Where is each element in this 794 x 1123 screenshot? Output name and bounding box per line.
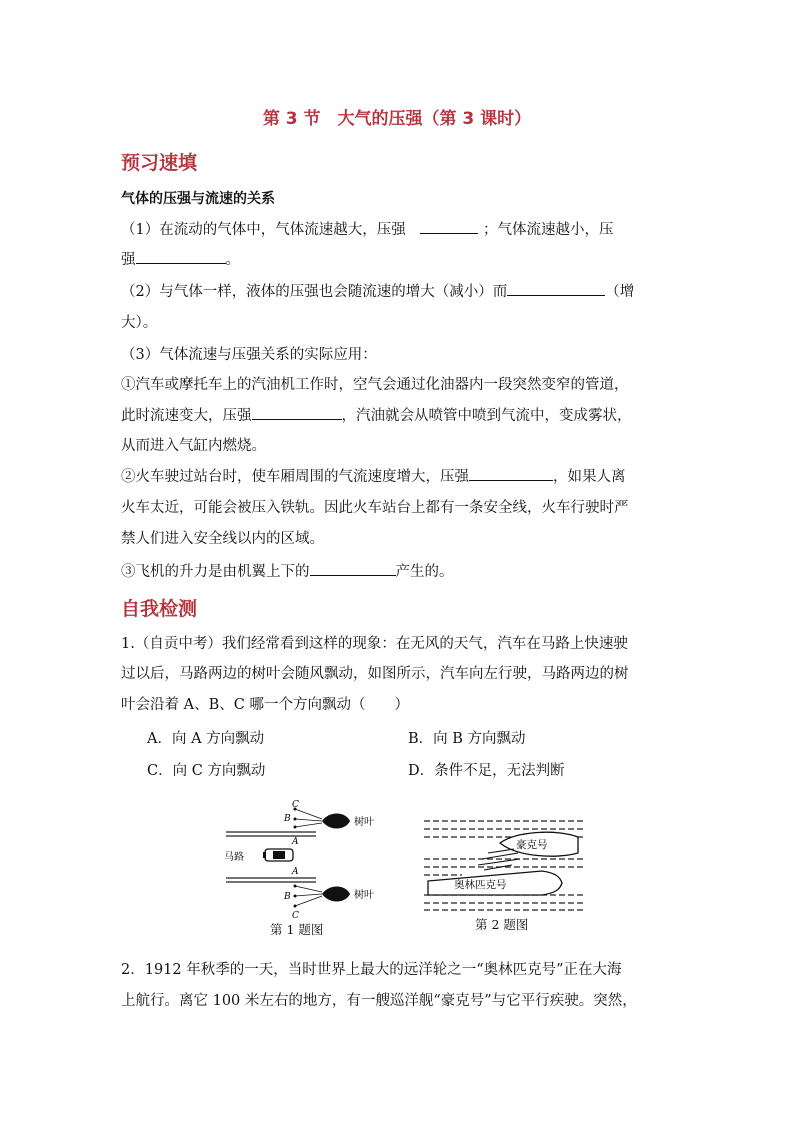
point-a-top: A: [292, 837, 299, 847]
text-p4b: 此时流速变大，压强: [121, 408, 252, 424]
point-c-top: C: [292, 800, 299, 810]
figure-1-caption: 第 1 题图: [270, 922, 324, 937]
question-1-line-3: 叶会沿着 A、B、C 哪一个方向飘动（ ）: [121, 697, 409, 713]
answer-blank-4[interactable]: [252, 405, 342, 420]
section-heading-preview: 预习速填: [121, 152, 198, 174]
answer-blank-6[interactable]: [310, 561, 396, 576]
paragraph-4-line-3: 从而进入气缸内燃烧。: [121, 438, 266, 454]
text-p6a: ③飞机的升力是由机翼上下的: [121, 564, 310, 580]
text-p1d: 。: [225, 252, 240, 268]
leaf-label-top: 树叶: [354, 817, 374, 828]
text-p2b: （增: [605, 284, 635, 300]
question-2-line-1: 2．1912 年秋季的一天，当时世界上最大的远洋轮之一“奥林匹克号”正在大海: [121, 962, 622, 978]
question-2-line-2: 上航行。离它 100 米左右的地方，有一艘巡洋舰“豪克号”与它平行疾驶。突然，: [121, 993, 637, 1009]
car-icon: [263, 849, 293, 861]
answer-blank-5[interactable]: [469, 466, 553, 481]
paragraph-5-line-1: [121, 465, 626, 486]
text-p5b: ，如果人离: [553, 469, 626, 485]
page-title: 第 3 节 大气的压强（第 3 课时）: [262, 109, 532, 129]
ship-small-label: 豪克号: [516, 839, 548, 851]
text-p5a: ②火车驶过站台时，使车厢周围的气流速度增大，压强: [121, 469, 469, 485]
ship-big-label: 奥林匹克号: [454, 879, 507, 891]
figure-2-ships-diagram: [422, 815, 586, 913]
paragraph-1-line-2: [121, 248, 240, 269]
text-p1c: 强: [121, 252, 136, 268]
leaf-label-bottom: 树叶: [354, 890, 374, 901]
text-p2a: （2）与气体一样，液体的压强也会随流速的增大（减小）而: [121, 284, 508, 300]
paragraph-6: [121, 560, 454, 581]
paragraph-5-line-2: 火车太近，可能会被压入铁轨。因此火车站台上都有一条安全线，火车行驶时严: [121, 500, 629, 516]
figure-1-road-diagram: [218, 792, 388, 940]
paragraph-4-line-1: ①汽车或摩托车上的汽油机工作时，空气会通过化油器内一段突然变窄的管道，: [121, 377, 629, 393]
paragraph-2-line-1: [121, 280, 634, 301]
answer-blank-1[interactable]: [420, 219, 478, 234]
leaf-bottom-icon: [322, 886, 350, 901]
paragraph-3: （3）气体流速与压强关系的实际应用：: [121, 347, 377, 363]
text-p4c: ，汽油就会从喷管中喷到气流中，变成雾状，: [341, 408, 632, 424]
paragraph-1-line-1: [121, 218, 613, 239]
paragraph-4-line-2: [121, 404, 632, 425]
point-c-bottom: C: [292, 911, 299, 921]
text-p1b: ；气体流速越小，压: [482, 222, 614, 238]
paragraph-5-line-3: 禁人们进入安全线以内的区域。: [121, 531, 324, 547]
text-p1a: （1）在流动的气体中，气体流速越大，压强: [121, 222, 406, 238]
paragraph-2-line-2: 大）。: [121, 315, 158, 331]
leaf-top-icon: [322, 813, 350, 828]
answer-blank-2[interactable]: [136, 249, 226, 264]
option-b[interactable]: B．向 B 方向飘动: [408, 731, 526, 747]
question-1-line-1: 1.（自贡中考）我们经常看到这样的现象：在无风的天气，汽车在马路上快速驶: [121, 636, 628, 652]
option-c[interactable]: C．向 C 方向飘动: [147, 763, 266, 779]
question-1-line-2: 过以后，马路两边的树叶会随风飘动，如图所示，汽车向左行驶，马路两边的树: [121, 666, 629, 682]
subheading-gas-pressure: 气体的压强与流速的关系: [121, 191, 275, 207]
point-b-top: B: [284, 814, 291, 824]
road-label: 马路: [224, 852, 244, 863]
figure-2-caption: 第 2 题图: [475, 917, 529, 932]
option-d[interactable]: D．条件不足，无法判断: [408, 763, 565, 779]
point-a-bottom: A: [292, 867, 299, 877]
option-a[interactable]: A．向 A 方向飘动: [147, 731, 265, 747]
section-heading-self-check: 自我检测: [121, 598, 198, 620]
text-p6b: 产生的。: [395, 564, 454, 580]
point-b-bottom: B: [284, 892, 291, 902]
answer-blank-3[interactable]: [507, 281, 605, 296]
